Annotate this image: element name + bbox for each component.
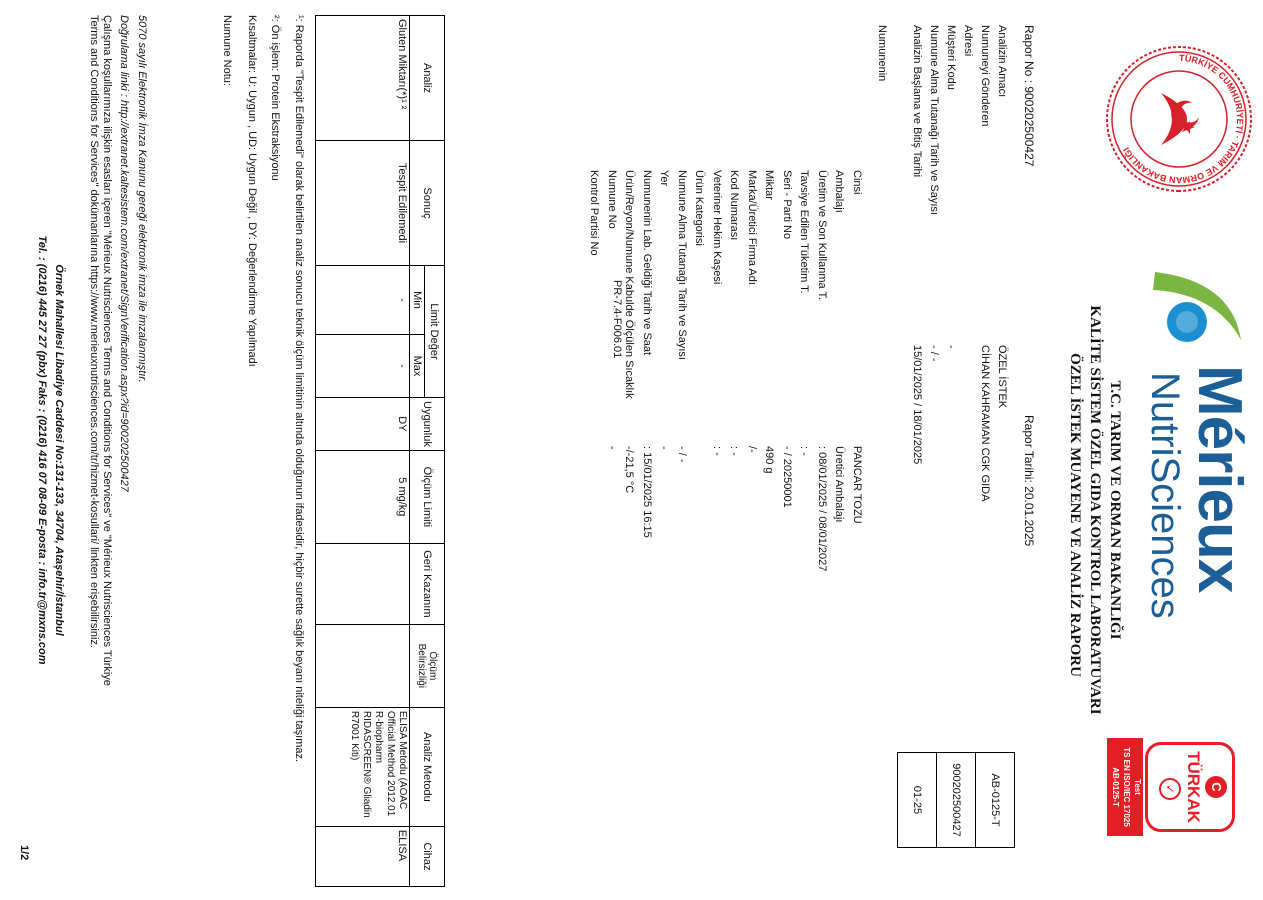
sample-value: 490 g	[763, 446, 776, 474]
cell-uygunluk: DY	[316, 398, 410, 451]
code-box-report-no: 900202500427	[936, 753, 975, 847]
footnote-2: ²: Ön işlem: Protein Ekstraksiyonu	[269, 15, 281, 181]
terms-line-1: Çalışma koşullarımıza ilişkin esasları içeren "Mérieux Nutrisciences Terms and Conditions for Services" ve "Mérieux Nutrisciences Türkiye	[101, 15, 113, 686]
info-value: -	[945, 345, 957, 349]
col-metod: Analiz Metodu	[410, 707, 445, 826]
accreditation-test: Test	[1133, 779, 1142, 795]
cell-cihaz: ELISA	[316, 826, 410, 886]
info-label: Adresi	[962, 25, 974, 57]
cell-metod: ELISA Metodu (AOAC Official Method 2012.01 R-biopharm RIDASCREEN® Gliadin R7001 Kiti)	[316, 707, 410, 826]
sample-label: Cinsi	[851, 170, 863, 195]
sample-heading: Numunenin	[876, 25, 888, 82]
brand-logo	[1133, 270, 1253, 720]
sample-note: Numune Notu:	[221, 15, 233, 86]
info-value: 15/01/2025 / 18/01/2025	[911, 345, 923, 465]
sample-label: Numune Alma Tutanağı Tarih ve Sayısı	[676, 170, 688, 360]
page-number: 1/2	[18, 845, 30, 861]
sample-value: Üretici Ambalajı	[833, 446, 846, 523]
cell-belirsizlik	[316, 624, 410, 707]
cell-max: -	[316, 335, 410, 398]
col-olcum-limiti: Ölçüm Limiti	[410, 450, 445, 543]
sample-label: Üretim ve Son Kullanma T.	[816, 170, 828, 301]
col-uygunluk: Uygunluk	[410, 398, 445, 451]
info-label: Analizin Başlama ve Bitiş Tarihi	[911, 25, 923, 178]
footnote-1: ¹: Raporda "Tespit Edilemedi" olarak belirtilen analiz sonucu teknik ölçüm limitinin altında olduğunun ifadesidir, hiçbir surette sağlık beyanı niteliği taşımaz.	[293, 15, 305, 763]
sample-value: : -	[711, 446, 723, 456]
results-table	[315, 15, 445, 887]
verification-link[interactable]: Doğrulama linki : http://extranet.kaltesistem.com/extranet/SignVerification.aspx?id=900202500427	[118, 15, 130, 492]
brand-name: Mérieux	[1185, 365, 1254, 593]
report-number: Rapor No : 900202500427	[1022, 25, 1036, 167]
sample-value: : -	[728, 446, 741, 456]
sample-label: Ürün/Reyon/Numune Kabulde Ölçülen Sıcaklık	[623, 170, 636, 399]
sample-label: Marka/Üretici Firma Adı	[746, 170, 758, 285]
sample-label: Veteriner Hekim Kaşesi	[711, 170, 723, 285]
sample-label: Miktar	[763, 170, 776, 200]
col-geri-kazanim: Geri Kazanım	[410, 543, 445, 624]
table-row	[316, 16, 410, 887]
abbreviations: Kısaltmalar: U: Uygun , UD: Uygun Değil , DY: Değerlendirme Yapılmadı	[246, 15, 258, 367]
accreditation-standard: TS EN ISO/IEC 17025	[1122, 747, 1131, 827]
sample-label: Kod Numarası	[728, 170, 741, 241]
lab-title: KALİTE SİSTEM ÖZEL GIDA KONTROL LABORATUVARI	[1087, 305, 1103, 715]
turkak-badge	[1107, 738, 1235, 836]
col-sonuc: Sonuç	[410, 141, 445, 266]
contact-line: Tel. : (0216) 445 27 27 (pbx) Faks : (0216) 416 07 08-09 E-posta : info.tr@mxns.com	[36, 235, 48, 665]
info-value: - / -	[928, 345, 940, 362]
report-date: Rapor Tarihi: 20.01.2025	[1022, 415, 1036, 547]
sample-label: Ürün Kategorisi	[693, 170, 706, 246]
info-label: Müşteri Kodu	[945, 25, 957, 90]
info-label: Numune Alma Tutanağı Tarih ve Sayısı	[928, 25, 940, 215]
sample-value: /-	[746, 446, 758, 453]
sample-label: Numunenin Lab. Geldiği Tarih ve Saat	[641, 170, 653, 356]
cell-analiz: Gluten Miktarı(*)¹ ²	[316, 16, 410, 141]
report-title: ÖZEL İSTEK MUAYENE VE ANALİZ RAPORU	[1067, 353, 1083, 677]
info-section	[908, 25, 1008, 625]
sample-label: Numune No	[606, 170, 618, 229]
cell-geri-kazanim	[316, 543, 410, 624]
form-code: PR-7.4-F006.01	[611, 280, 623, 359]
ministry-seal	[1105, 45, 1253, 193]
e-signature-note: 5070 sayılı Elektronik İmza Kanunu gereği elektronik imza ile imzalanmıştır.	[136, 15, 148, 383]
col-analiz: Analiz	[410, 16, 445, 141]
cell-olcum-limiti: 5 mg/kg	[316, 450, 410, 543]
sample-value: - / -	[676, 446, 688, 463]
sample-label: Yer	[658, 170, 671, 187]
info-label: Analizin Amacı	[996, 25, 1008, 98]
code-box-version: 01-25	[911, 785, 923, 815]
sample-value: PANCAR TOZU	[851, 446, 863, 524]
info-value: ÖZEL İSTEK	[996, 345, 1008, 409]
checkmark-icon: ✓	[1159, 778, 1181, 800]
address-line: Örnek Mahallesi Libadiye Caddesi No:131-133, 34704, Ataşehir/İstanbul	[53, 264, 65, 636]
cell-sonuc: Tespit Edilemedi	[316, 141, 410, 266]
terms-line-2: Terms and Conditions for Services" dokümanlarına https://www.merieuxnutrisciences.com/tr/hizmet-kosullari/ linkten erişebilirsiniz.	[88, 15, 100, 648]
ministry-title: T.C. TARIM VE ORMAN BAKANLIĞI	[1107, 380, 1123, 640]
col-limit: Limit Değer	[425, 266, 445, 398]
code-box-accreditation: AB-0125-T	[975, 753, 1014, 847]
sample-section	[578, 170, 863, 730]
accreditation-code: AB-0125-T	[1111, 767, 1120, 807]
sample-value: : -	[798, 446, 811, 456]
sample-value: -	[658, 446, 671, 450]
sample-value: : 15/01/2025 16:15	[641, 446, 653, 538]
code-box	[897, 752, 1015, 848]
info-label: Numuneyi Gönderen	[979, 25, 991, 127]
col-min: Min	[410, 266, 425, 335]
sample-label: Kontrol Partisi No	[588, 170, 601, 256]
seal-text: TÜRKİYE CUMHURİYETİ · TARIM VE ORMAN BAKANLIĞI	[1121, 52, 1246, 186]
info-value: CİHAN KAHRAMAN CGK GIDA	[979, 345, 991, 502]
brand-subname: NutriSciences	[1143, 372, 1187, 619]
col-cihaz: Cihaz	[410, 826, 445, 886]
sample-label: Tavsiye Edilen Tüketim T.	[798, 170, 811, 294]
sample-value: -	[606, 446, 618, 450]
sample-value: - / 20250001	[781, 446, 793, 508]
turkak-logo-icon: C	[1205, 776, 1227, 798]
sample-value: -/-21,5 °C	[623, 446, 636, 494]
turkak-label: TÜRKAK	[1184, 751, 1203, 823]
col-max: Max	[410, 335, 425, 398]
sample-label: Ambalajı	[833, 170, 846, 213]
cell-min: -	[316, 266, 410, 335]
brand-mark-icon	[1150, 270, 1245, 350]
sample-label: Seri - Parti No	[781, 170, 793, 240]
col-belirsizlik: Ölçüm Belirsizliği	[410, 624, 445, 707]
sample-value: : 08/01/2025 / 08/01/2027	[816, 446, 828, 572]
